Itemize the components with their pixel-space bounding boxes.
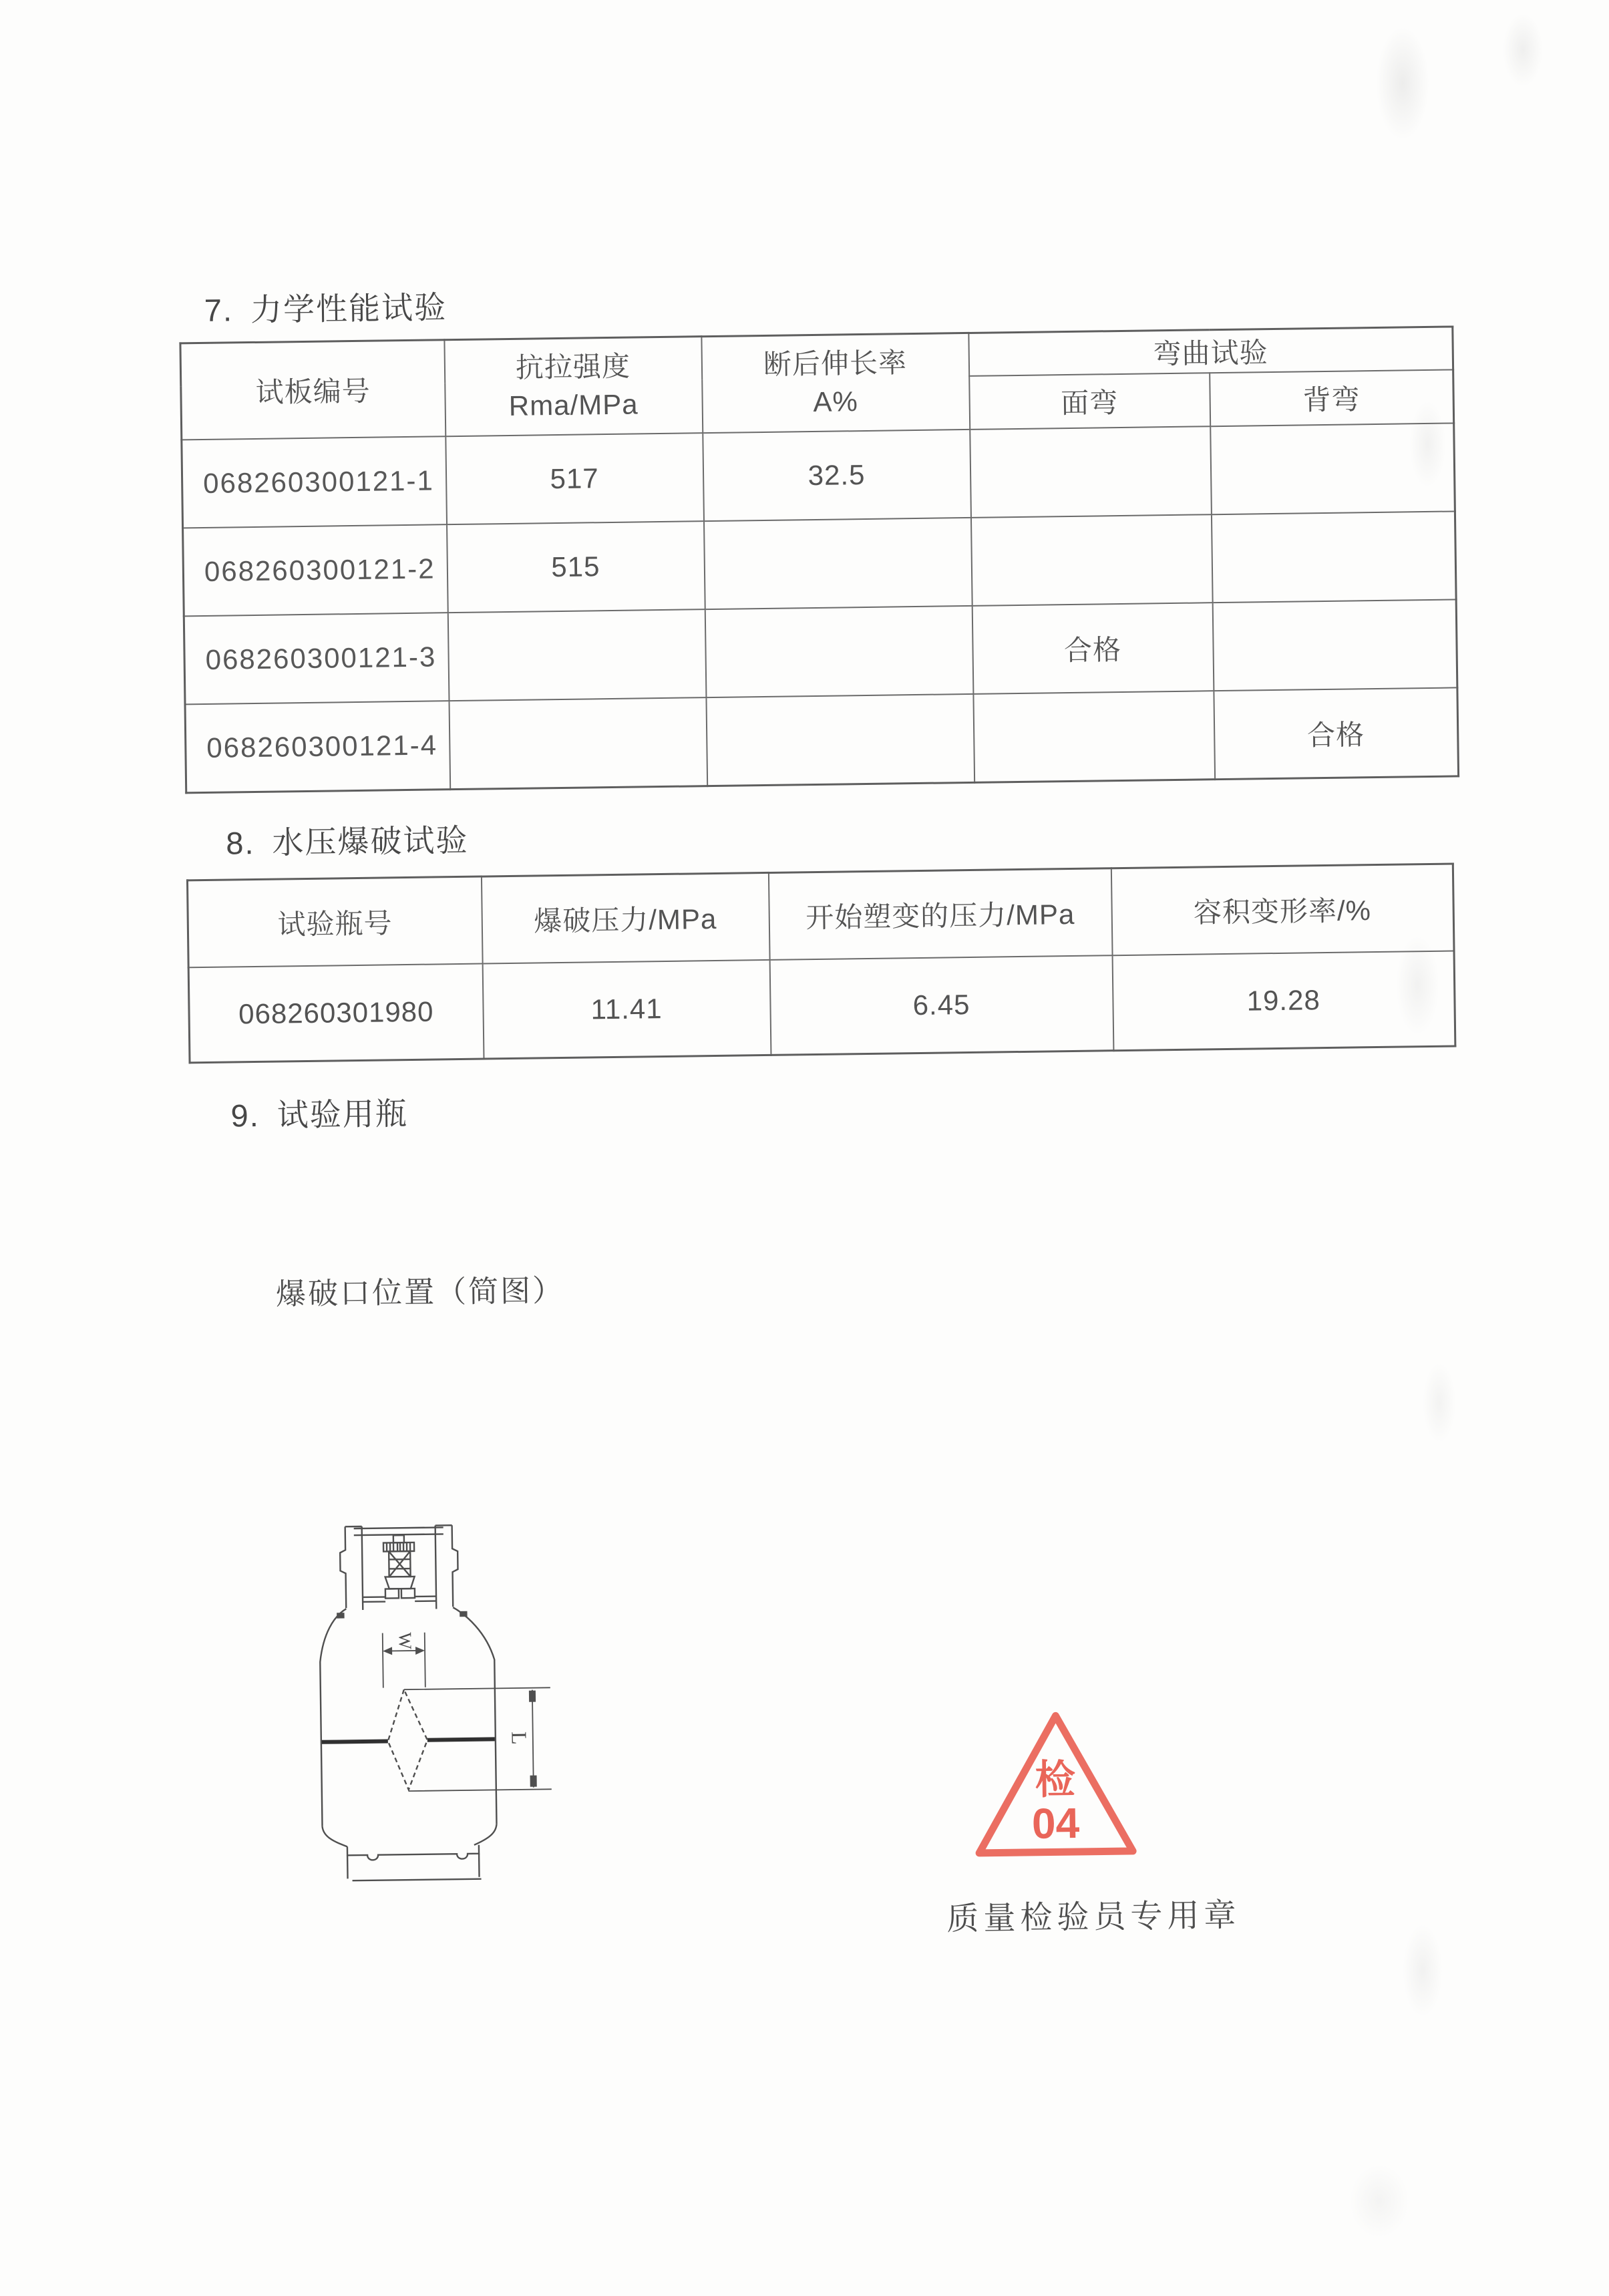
header-specimen-id: 试板编号 bbox=[180, 340, 445, 440]
tensile-cell bbox=[449, 697, 707, 790]
back-bend-cell bbox=[1211, 511, 1456, 603]
face-bend-cell bbox=[970, 514, 1212, 606]
burst-pressure-cell: 11.41 bbox=[482, 960, 771, 1059]
tensile-cell: 515 bbox=[447, 521, 705, 613]
face-bend-cell bbox=[973, 691, 1215, 782]
section-9-heading bbox=[230, 1089, 408, 1136]
header-back-bend: 背弯 bbox=[1210, 369, 1454, 426]
section-8-heading bbox=[226, 816, 469, 864]
back-bend-cell: 合格 bbox=[1214, 687, 1459, 779]
stamp-code: 04 bbox=[1031, 1798, 1080, 1848]
face-bend-cell: 合格 bbox=[972, 603, 1214, 694]
header-tensile-line1: 抗拉强度 bbox=[515, 350, 631, 384]
rupture-diamond bbox=[387, 1689, 428, 1790]
dim-w-label: W bbox=[395, 1632, 415, 1650]
section-8-number: 8. bbox=[225, 825, 255, 861]
header-yield-pressure: 开始塑变的压力/MPa bbox=[768, 868, 1112, 960]
burst-test-table bbox=[186, 863, 1456, 1064]
back-bend-cell bbox=[1210, 423, 1455, 514]
tensile-cell bbox=[448, 609, 706, 701]
specimen-id-cell: 068260300121-3 bbox=[184, 613, 449, 704]
elongation-cell bbox=[703, 518, 972, 609]
stamp-caption: 质量检验员专用章 bbox=[946, 1897, 1241, 1937]
specimen-id-cell: 068260300121-2 bbox=[183, 524, 448, 616]
section-9-number: 9. bbox=[230, 1097, 260, 1134]
burst-location-label: 爆破口位置（简图） bbox=[275, 1273, 565, 1311]
header-bend-test-group: 弯曲试验 bbox=[968, 327, 1453, 376]
header-volume-deformation: 容积变形率/% bbox=[1111, 864, 1454, 955]
header-elongation bbox=[701, 333, 970, 433]
bottle-id-cell: 068260301980 bbox=[188, 964, 484, 1063]
tensile-cell: 517 bbox=[445, 433, 704, 524]
header-elongation-line2: A% bbox=[813, 385, 859, 418]
header-elongation-line1: 断后伸长率 bbox=[763, 347, 908, 381]
header-tensile-strength bbox=[444, 337, 703, 437]
section-7-title: 力学性能试验 bbox=[250, 289, 448, 328]
yield-pressure-cell: 6.45 bbox=[769, 955, 1113, 1055]
dim-l-label: L bbox=[507, 1731, 532, 1745]
elongation-cell: 32.5 bbox=[703, 430, 971, 521]
gas-cylinder-diagram bbox=[310, 1517, 560, 1888]
weld-seam-line bbox=[322, 1739, 495, 1742]
specimen-id-cell: 068260300121-4 bbox=[185, 701, 450, 793]
table-row bbox=[183, 511, 1457, 616]
table-row bbox=[188, 951, 1455, 1063]
back-bend-cell bbox=[1212, 599, 1457, 691]
stamp-char: 检 bbox=[1035, 1757, 1076, 1802]
cylinder-valve bbox=[362, 1535, 436, 1602]
face-bend-cell bbox=[970, 426, 1212, 518]
section-8-title: 水压爆破试验 bbox=[272, 822, 469, 860]
table-row bbox=[185, 687, 1459, 792]
volume-deformation-cell: 19.28 bbox=[1112, 951, 1455, 1051]
cylinder-foot-ring bbox=[347, 1845, 482, 1881]
section-7-heading bbox=[204, 283, 447, 331]
table-row bbox=[184, 599, 1457, 704]
header-face-bend: 面弯 bbox=[969, 373, 1210, 430]
section-7-number: 7. bbox=[204, 292, 234, 328]
mechanical-properties-table bbox=[179, 325, 1459, 794]
table-row bbox=[182, 423, 1455, 528]
header-bottle-id: 试验瓶号 bbox=[187, 876, 482, 967]
section-9-title: 试验用瓶 bbox=[277, 1096, 409, 1133]
header-burst-pressure: 爆破压力/MPa bbox=[481, 872, 769, 963]
specimen-id-cell: 068260300121-1 bbox=[182, 436, 447, 528]
header-tensile-line2: Rma/MPa bbox=[508, 388, 639, 422]
elongation-cell bbox=[706, 694, 974, 786]
elongation-cell bbox=[705, 606, 973, 697]
inspector-stamp bbox=[966, 1706, 1142, 1864]
